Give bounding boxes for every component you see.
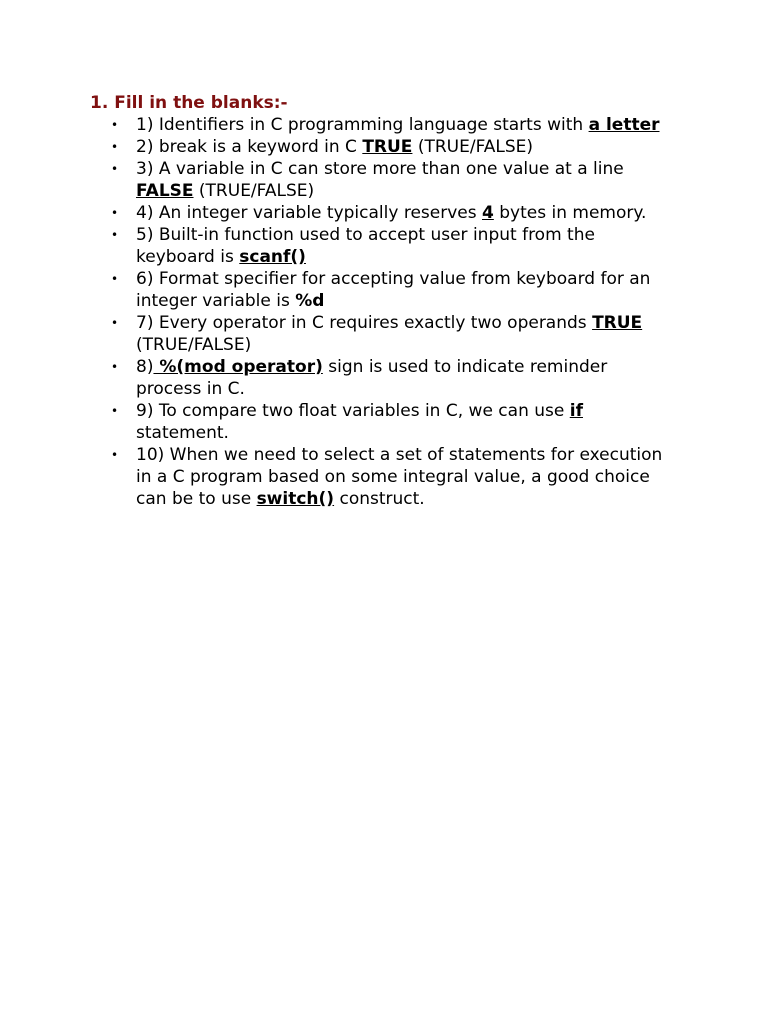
- list-item: [111, 312, 676, 356]
- answer-text: TRUE: [362, 137, 413, 157]
- list-item: [111, 158, 676, 202]
- bullet-icon: •: [111, 228, 119, 242]
- bullet-icon: •: [111, 316, 119, 330]
- item-text: 4) An integer variable typically reserves: [136, 203, 482, 223]
- item-text: 10) When we need to select a set of statements for execution in a C program based on some integral value, a good choice can be to use: [136, 445, 663, 509]
- answer-text: switch(): [256, 489, 335, 509]
- item-text: 8): [136, 357, 154, 377]
- answer-text: if: [569, 401, 583, 421]
- item-text: 9) To compare two float variables in C, we can use: [136, 401, 570, 421]
- item-text: 7) Every operator in C requires exactly two operands: [136, 313, 593, 333]
- list-item: [111, 356, 676, 400]
- item-text-after: (TRUE/FALSE): [193, 181, 315, 201]
- list-item: [111, 268, 676, 312]
- fill-in-blanks-list: [111, 114, 676, 510]
- section-heading: 1. Fill in the blanks:-: [90, 93, 288, 113]
- item-text: 2) break is a keyword in C: [136, 137, 363, 157]
- answer-text: FALSE: [136, 181, 194, 201]
- answer-text: %d: [295, 291, 325, 311]
- answer-text: 4: [482, 203, 494, 223]
- answer-text: TRUE: [592, 313, 643, 333]
- list-item: [111, 114, 676, 136]
- item-text-after: (TRUE/FALSE): [136, 335, 252, 355]
- item-text-after: bytes in memory.: [493, 203, 647, 223]
- answer-text: a letter: [588, 115, 660, 135]
- bullet-icon: •: [111, 118, 119, 132]
- list-item: [111, 444, 676, 510]
- bullet-icon: •: [111, 404, 119, 418]
- bullet-icon: •: [111, 206, 119, 220]
- list-item: [111, 136, 676, 158]
- item-text: 5) Built-in function used to accept user input from the keyboard is: [136, 225, 595, 267]
- answer-text: %(mod operator): [153, 357, 323, 377]
- item-text: 1) Identifiers in C programming language starts with: [136, 115, 589, 135]
- bullet-icon: •: [111, 140, 119, 154]
- bullet-icon: •: [111, 360, 119, 374]
- item-text-after: statement.: [136, 423, 229, 443]
- item-text-after: construct.: [334, 489, 425, 509]
- bullet-icon: •: [111, 162, 119, 176]
- bullet-icon: •: [111, 448, 119, 462]
- item-text-after: sign is used to indicate reminder process in C.: [136, 357, 608, 399]
- bullet-icon: •: [111, 272, 119, 286]
- list-item: [111, 400, 676, 444]
- item-text: 6) Format specifier for accepting value from keyboard for an integer variable is: [136, 269, 651, 311]
- answer-text: scanf(): [239, 247, 306, 267]
- item-text-after: (TRUE/FALSE): [412, 137, 534, 157]
- list-item: [111, 224, 676, 268]
- list-item: [111, 202, 676, 224]
- item-text: 3) A variable in C can store more than one value at a line: [136, 159, 624, 179]
